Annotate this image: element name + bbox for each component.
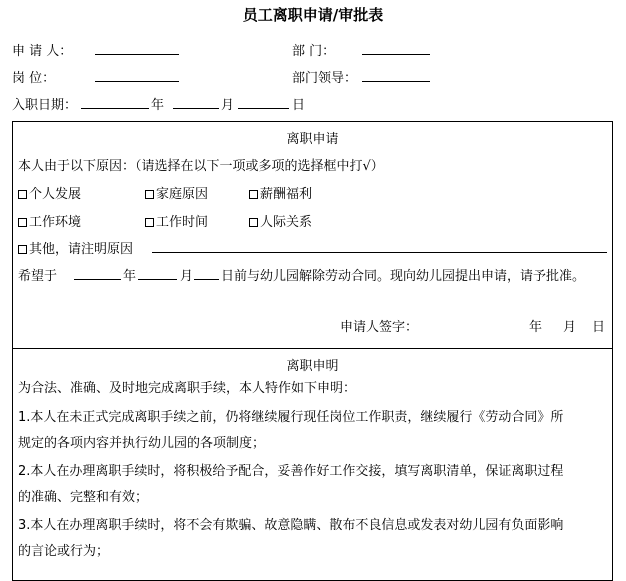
leave-day-field[interactable]: [194, 279, 219, 280]
option-salary-benefits[interactable]: 薪酬福利: [249, 183, 312, 202]
signature-label: 申请人签字：: [340, 320, 419, 335]
signature-year-unit: 年: [529, 320, 543, 335]
application-heading: 离职申请: [286, 132, 339, 147]
position-field[interactable]: [95, 81, 179, 82]
declaration-item-1-line-1: 1.本人在未正式完成离职手续之前，仍将继续履行现任岗位工作职责，继续履行《劳动合同》所: [18, 410, 564, 425]
applicant-field[interactable]: [95, 54, 179, 55]
position-label: 岗 位：: [12, 71, 56, 86]
declaration-intro: 为合法、准确、及时地完成离职手续，本人特作如下申明：: [18, 381, 357, 396]
checkbox-icon[interactable]: [18, 218, 27, 227]
leave-month-field[interactable]: [138, 279, 177, 280]
declaration-item-3-line-1: 3.本人在办理离职手续时，将不会有欺骗、故意隐瞒、散布不良信息或发表对幼儿园有负面影响: [18, 518, 564, 533]
dept-leader-field[interactable]: [362, 81, 430, 82]
entry-month-field[interactable]: [173, 108, 219, 109]
entry-day-field[interactable]: [238, 108, 289, 109]
checkbox-icon[interactable]: [18, 190, 27, 199]
entry-year-field[interactable]: [81, 108, 149, 109]
leave-year-unit: 年: [123, 269, 137, 284]
form-title: 员工离职申请/审批表: [242, 6, 384, 24]
checkbox-icon[interactable]: [145, 218, 154, 227]
entry-date-label: 入职日期：: [12, 98, 78, 113]
option-other[interactable]: 其他，请注明原因: [18, 238, 133, 257]
checkbox-icon[interactable]: [145, 190, 154, 199]
checkbox-icon[interactable]: [18, 245, 27, 254]
declaration-item-2-line-2: 的准确、完整和有效；: [18, 490, 149, 505]
applicant-label: 申 请 人：: [12, 44, 73, 59]
option-work-hours[interactable]: 工作时间: [145, 211, 208, 230]
signature-month-unit: 月: [563, 320, 577, 335]
entry-month-unit: 月: [221, 98, 235, 113]
reason-prompt: 本人由于以下原因：（请选择在以下一项或多项的选择框中打√）: [18, 159, 384, 174]
section-divider: [12, 348, 613, 349]
checkbox-icon[interactable]: [249, 190, 258, 199]
option-personal-development[interactable]: 个人发展: [18, 183, 81, 202]
entry-day-unit: 日: [292, 98, 306, 113]
declaration-item-2-line-1: 2.本人在办理离职手续时，将积极给予配合，妥善作好工作交接，填写离职清单，保证离职过程: [18, 464, 564, 479]
leave-statement: 日前与幼儿园解除劳动合同。现向幼儿园提出申请，请予批准。: [221, 269, 586, 284]
option-interpersonal[interactable]: 人际关系: [249, 211, 312, 230]
form-table: [12, 121, 613, 581]
option-family-reasons[interactable]: 家庭原因: [145, 183, 208, 202]
declaration-item-1-line-2: 规定的各项内容并执行幼儿园的各项制度；: [18, 436, 266, 451]
department-label: 部 门：: [292, 44, 336, 59]
signature-day-unit: 日: [592, 320, 606, 335]
declaration-heading: 离职申明: [286, 359, 339, 374]
dept-leader-label: 部门领导：: [292, 71, 358, 86]
option-work-environment[interactable]: 工作环境: [18, 211, 81, 230]
hope-prefix: 希望于: [18, 269, 58, 284]
leave-month-unit: 月: [180, 269, 194, 284]
entry-year-unit: 年: [151, 98, 165, 113]
department-field[interactable]: [362, 54, 430, 55]
declaration-item-3-line-2: 的言论或行为；: [18, 544, 110, 559]
checkbox-icon[interactable]: [249, 218, 258, 227]
other-reason-field[interactable]: [152, 252, 607, 253]
leave-year-field[interactable]: [74, 279, 121, 280]
